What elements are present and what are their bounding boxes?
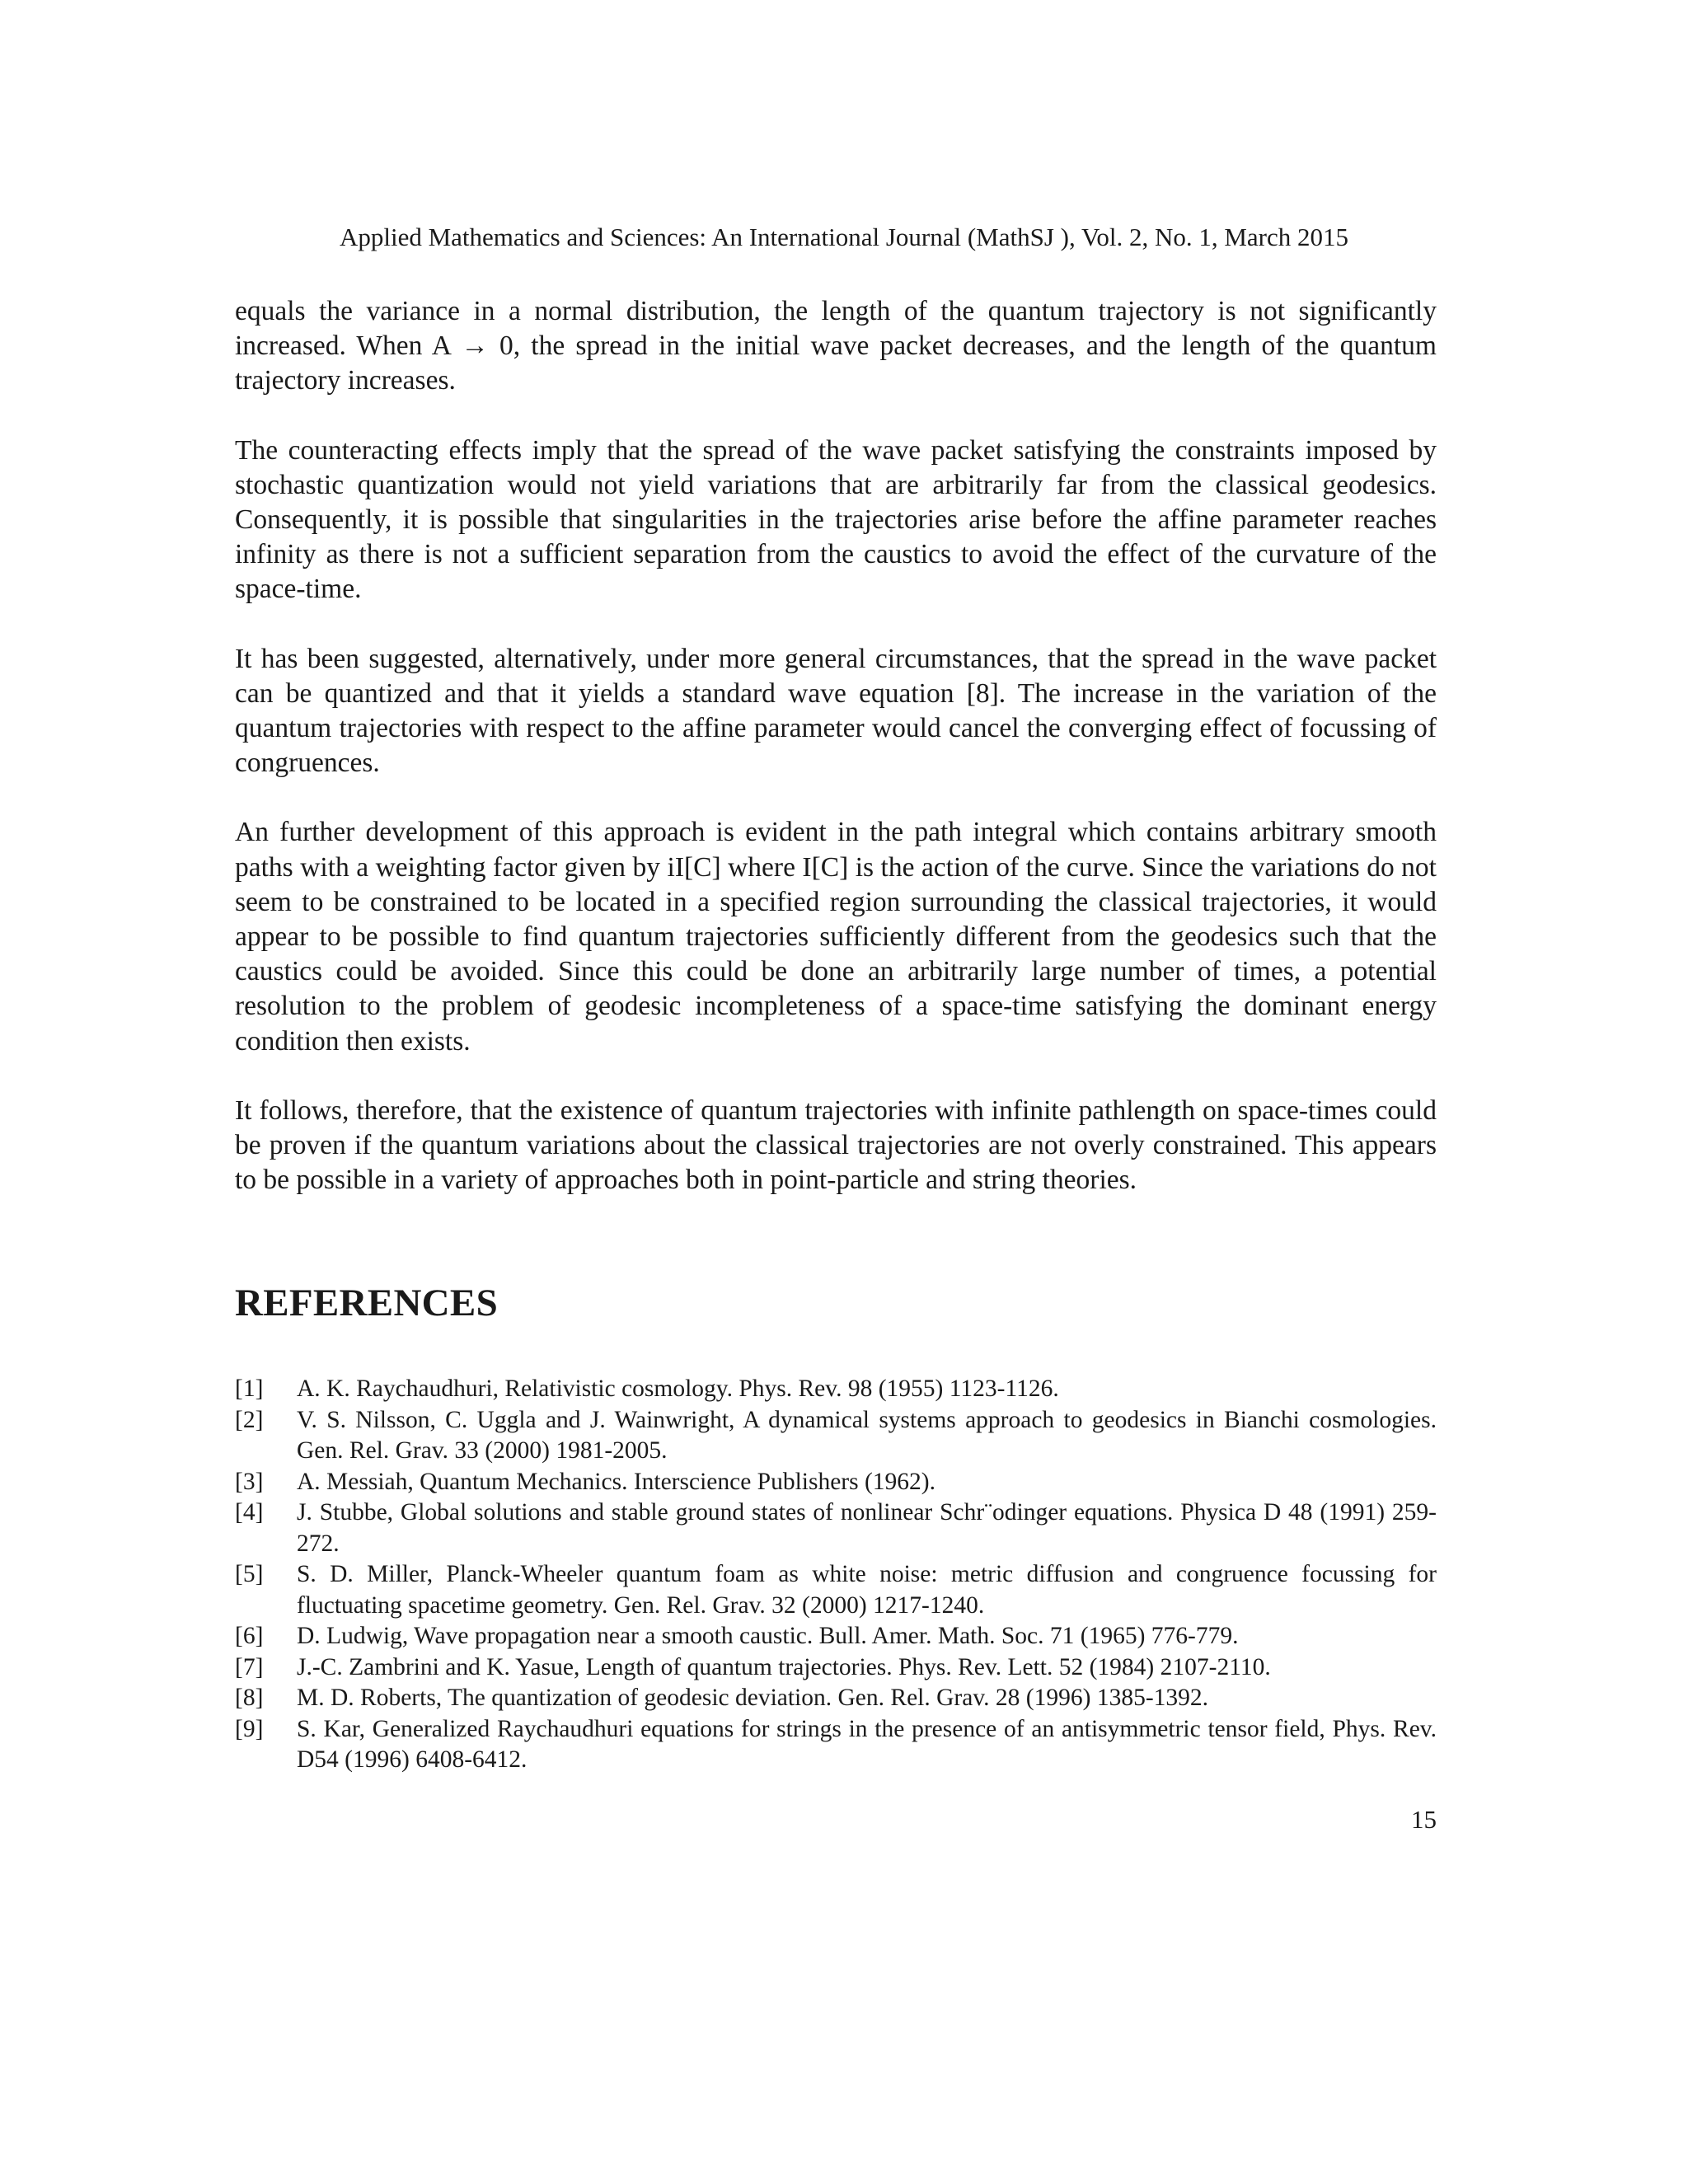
reference-item — [235, 1621, 1437, 1652]
reference-item — [235, 1497, 1437, 1559]
paragraph: It follows, therefore, that the existence of quantum trajectories with infinite pathlength on space-times could be proven if the quantum variations about the classical trajectories are not overly constrained. This appears to be possible in a variety of approaches both in point-particle and string theories. — [235, 1094, 1437, 1196]
reference-item — [235, 1405, 1437, 1467]
paragraph: An further development of this approach is evident in the path integral which contains arbitrary smooth paths with a weighting factor given by iI[C] where I[C] is the action of the curve. Since the variations do not seem to be constrained to be located in a specified region surrounding the classical trajectories, it would appear to be possible to find quantum trajectories sufficiently different from the geodesics such that the caustics could be avoided. Since this could be done an arbitrarily large number of times, a potential resolution to the problem of geodesic incompleteness of a space-time satisfying the dominant energy condition then exists. — [235, 817, 1437, 1057]
reference-number: [1] — [235, 1376, 264, 1402]
reference-item — [235, 1683, 1437, 1714]
reference-text: S. D. Miller, Planck-Wheeler quantum foam as white noise: metric diffusion and congruence focussing for fluctuating spacetime geometry. Gen. Rel. Grav. 32 (2000) 1217-1240. — [297, 1561, 1437, 1619]
reference-text: J.-C. Zambrini and K. Yasue, Length of quantum trajectories. Phys. Rev. Lett. 52 (1984) 2107-2110. — [297, 1653, 1271, 1680]
running-header: Applied Mathematics and Sciences: An International Journal (MathSJ ), Vol. 2, No. 1, March 2015 — [339, 223, 1348, 251]
page-number: 15 — [1411, 1805, 1437, 1834]
references-list — [235, 1374, 1437, 1776]
reference-number: [2] — [235, 1406, 264, 1433]
reference-number: [9] — [235, 1715, 264, 1742]
paragraph: The counteracting effects imply that the spread of the wave packet satisfying the constraints imposed by stochastic quantization would not yield variations that are arbitrarily far from the classical geodesics. Consequently, it is possible that singularities in the trajectories arise before the affine parameter reaches infinity as there is not a sufficient separation from the caustics to avoid the effect of the curvature of the space-time. — [235, 434, 1437, 605]
reference-item — [235, 1374, 1437, 1405]
references-heading: REFERENCES — [235, 1282, 499, 1324]
paragraph: equals the variance in a normal distribution, the length of the quantum trajectory is not significantly increased. When A → 0, the spread in the initial wave packet decreases, and the length of the quantum trajectory increases. — [235, 296, 1437, 396]
reference-number: [4] — [235, 1499, 264, 1526]
reference-text: M. D. Roberts, The quantization of geodesic deviation. Gen. Rel. Grav. 28 (1996) 1385-1392. — [297, 1685, 1209, 1711]
reference-item — [235, 1714, 1437, 1776]
reference-number: [7] — [235, 1653, 264, 1680]
paragraph: It has been suggested, alternatively, under more general circumstances, that the spread in the wave packet can be quantized and that it yields a standard wave equation [8]. The increase in the variation of the quantum trajectories with respect to the affine parameter would cancel the converging effect of focussing of congruences. — [235, 643, 1437, 779]
body-text — [235, 294, 1437, 1232]
reference-item — [235, 1559, 1437, 1621]
reference-text: D. Ludwig, Wave propagation near a smooth caustic. Bull. Amer. Math. Soc. 71 (1965) 776-779. — [297, 1623, 1239, 1649]
reference-text: S. Kar, Generalized Raychaudhuri equations for strings in the presence of an antisymmetric tensor field, Phys. Rev. D54 (1996) 6408-6412. — [297, 1715, 1437, 1773]
reference-number: [8] — [235, 1685, 264, 1711]
reference-number: [3] — [235, 1468, 264, 1495]
reference-item — [235, 1467, 1437, 1498]
reference-number: [5] — [235, 1561, 264, 1587]
reference-text: A. Messiah, Quantum Mechanics. Interscience Publishers (1962). — [297, 1468, 936, 1495]
reference-item — [235, 1652, 1437, 1684]
reference-text: V. S. Nilsson, C. Uggla and J. Wainwright, A dynamical systems approach to geodesics in Bianchi cosmologies. Gen. Rel. Grav. 33 (2000) 1981-2005. — [297, 1406, 1437, 1464]
reference-text: J. Stubbe, Global solutions and stable ground states of nonlinear Schr¨odinger equations. Physica D 48 (1991) 259-272. — [297, 1499, 1437, 1557]
reference-number: [6] — [235, 1623, 264, 1649]
reference-text: A. K. Raychaudhuri, Relativistic cosmology. Phys. Rev. 98 (1955) 1123-1126. — [297, 1376, 1059, 1402]
